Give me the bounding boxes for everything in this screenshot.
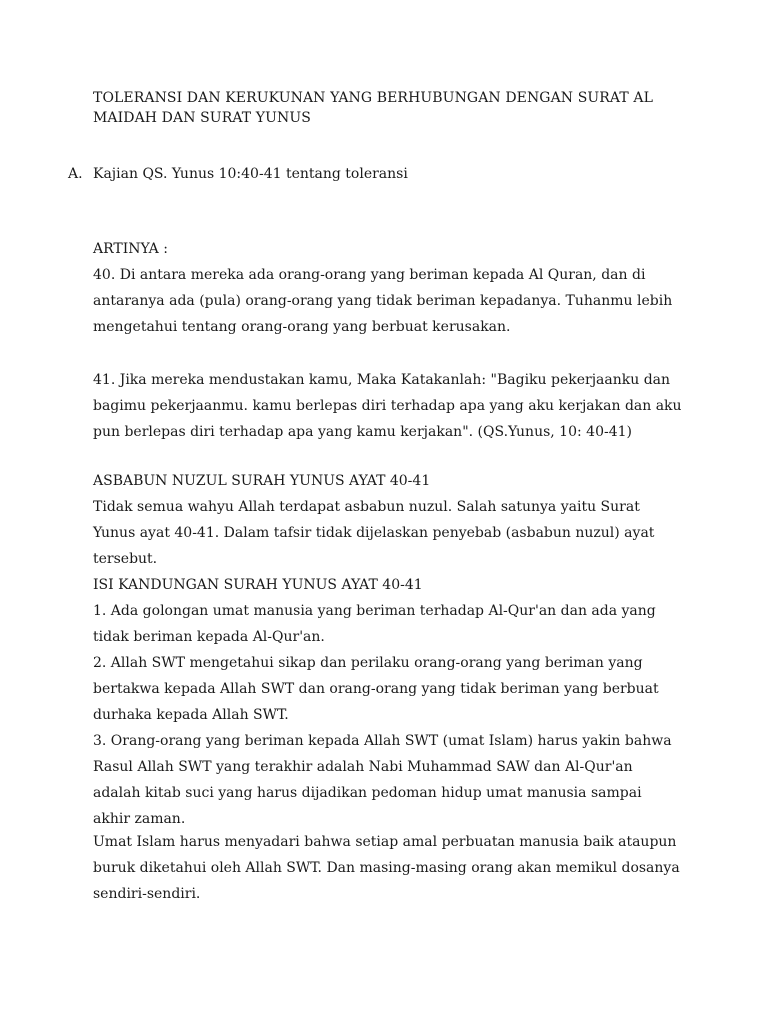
isi-kandungan-point-2: 2. Allah SWT mengetahui sikap dan perilaku orang-orang yang beriman yang bertakwa kepada Allah SWT dan orang-orang yang tidak beriman yang berbuat durhaka kepada Allah SWT. — [93, 655, 659, 723]
isi-kandungan-heading: ISI KANDUNGAN SURAH YUNUS AYAT 40-41 — [93, 577, 423, 593]
isi-kandungan-point-3: 3. Orang-orang yang beriman kepada Allah SWT (umat Islam) harus yakin bahwa Rasul Allah SWT yang terakhir adalah Nabi Muhammad SAW dan Al-Qur'an adalah kitab suci yang harus dijadikan pedoman hidup umat manusia sampai akhir zaman. — [93, 733, 672, 827]
isi-kandungan-point-1: 1. Ada golongan umat manusia yang beriman terhadap Al-Qur'an dan ada yang tidak beriman kepada Al-Qur'an. — [93, 603, 656, 645]
isi-kandungan-block — [93, 572, 683, 832]
asbabun-nuzul-block — [93, 468, 683, 572]
ayat-40-translation: 40. Di antara mereka ada orang-orang yang beriman kepada Al Quran, dan di antaranya ada (pula) orang-orang yang tidak beriman kepadanya. Tuhanmu lebih mengetahui tentang orang-orang yang berbuat kerusakan. — [93, 267, 673, 335]
artinya-block — [93, 236, 683, 340]
closing-paragraph: Umat Islam harus menyadari bahwa setiap amal perbuatan manusia baik ataupun buruk diketahui oleh Allah SWT. Dan masing-masing orang akan memikul dosanya sendiri-sendiri. — [93, 834, 680, 902]
artinya-label: ARTINYA : — [93, 241, 168, 257]
asbabun-nuzul-text: Tidak semua wahyu Allah terdapat asbabun nuzul. Salah satunya yaitu Surat Yunus ayat 40-41. Dalam tafsir tidak dijelaskan penyebab (asbabun nuzul) ayat tersebut. — [93, 499, 655, 567]
ayat-41-translation: 41. Jika mereka mendustakan kamu, Maka Katakanlah: "Bagiku pekerjaanku dan bagimu pekerjaanmu. kamu berlepas diri terhadap apa yang aku kerjakan dan aku pun berlepas diri terhadap apa yang kamu kerjakan". (QS.Yunus, 10: 40-41) — [93, 372, 682, 440]
document-title: TOLERANSI DAN KERUKUNAN YANG BERHUBUNGAN DENGAN SURAT AL MAIDAH DAN SURAT YUNUS — [93, 90, 653, 126]
asbabun-nuzul-heading: ASBABUN NUZUL SURAH YUNUS AYAT 40-41 — [93, 473, 431, 489]
section-a-marker: A. — [68, 166, 83, 182]
section-a-text: Kajian QS. Yunus 10:40-41 tentang toleransi — [93, 166, 408, 182]
section-a-heading — [68, 164, 408, 184]
ayat-41-block — [93, 367, 683, 445]
closing-paragraph-block — [93, 829, 683, 907]
